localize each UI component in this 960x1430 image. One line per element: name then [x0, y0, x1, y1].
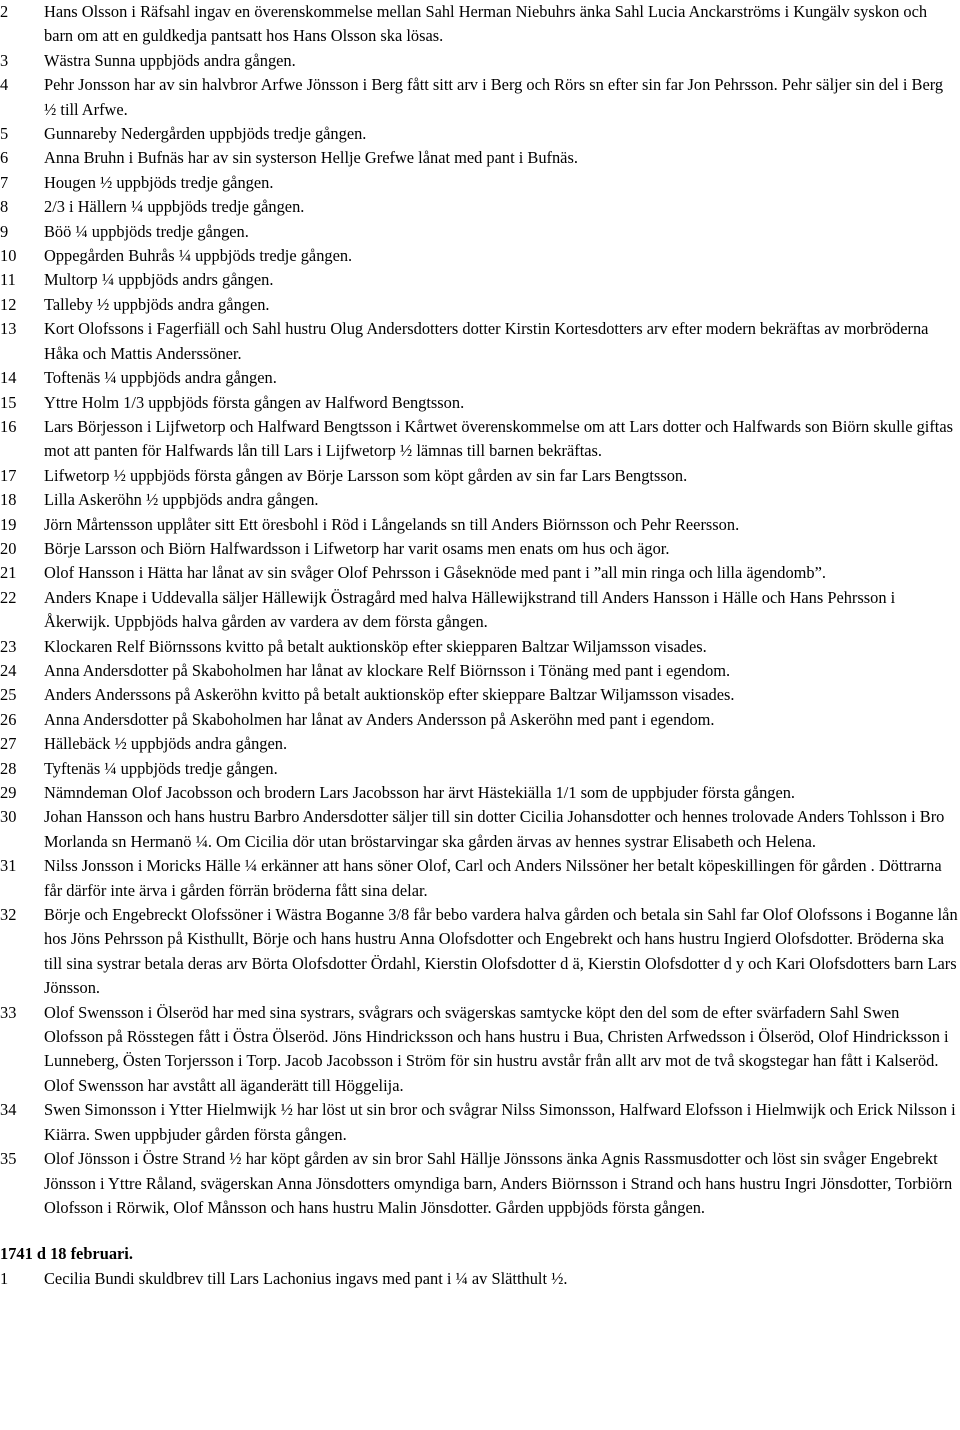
list-item	[0, 537, 960, 561]
date-heading: 1741 d 18 februari.	[0, 1244, 133, 1264]
list-item	[0, 391, 960, 415]
entry-number: 34	[0, 1100, 17, 1120]
entry-number: 28	[0, 758, 17, 778]
entry-number: 24	[0, 660, 17, 680]
entry-text: Cecilia Bundi skuldbrev till Lars Lachonius ingavs med pant i ¼ av Slätthult ½.	[44, 1268, 568, 1288]
entry-text: Anna Bruhn i Bufnäs har av sin systerson Hellje Grefwe lånat med pant i Bufnäs.	[44, 148, 578, 168]
entry-number: 25	[0, 685, 17, 705]
entry-text: Lilla Askeröhn ½ uppbjöds andra gången.	[44, 490, 319, 510]
entry-number: 19	[0, 514, 17, 534]
entry-text: Multorp ¼ uppbjöds andrs gången.	[44, 270, 274, 290]
entry-text: Toftenäs ¼ uppbjöds andra gången.	[44, 368, 277, 388]
entry-number: 27	[0, 734, 17, 754]
entry-text: Olof Hansson i Hätta har lånat av sin svåger Olof Pehrsson i Gåseknöde med pant i ”all min ringa och lilla ägendomb”.	[44, 563, 826, 583]
entry-number: 10	[0, 246, 17, 266]
entry-text: Jörn Mårtensson upplåter sitt Ett öresbohl i Röd i Långelands sn till Anders Biörnsson och Pehr Reersson.	[44, 514, 740, 534]
list-item	[0, 708, 960, 732]
entry-number: 31	[0, 856, 17, 876]
list-item	[0, 146, 960, 170]
entry-text: Anna Andersdotter på Skaboholmen har lånat av klockare Relf Biörnsson i Tönäng med pant i egendom.	[44, 660, 731, 680]
list-item	[0, 488, 960, 512]
entry-text: Gunnareby Nedergården uppbjöds tredje gången.	[44, 124, 367, 144]
entry-text: Oppegården Buhrås ¼ uppbjöds tredje gången.	[44, 246, 353, 266]
entry-text: Nilss Jonsson i Moricks Hälle ¼ erkänner att hans söner Olof, Carl och Anders Nilssöner her betalt köpeskillingen för gården . Döttrarna får därför inte ärva i gården förrän bröderna fått sina delar.	[44, 856, 942, 900]
list-item	[0, 49, 960, 73]
entry-number: 18	[0, 490, 17, 510]
list-item	[0, 1098, 960, 1147]
list-item	[0, 122, 960, 146]
entry-number: 11	[0, 270, 16, 290]
list-item	[0, 732, 960, 756]
entry-text: Hougen ½ uppbjöds tredje gången.	[44, 172, 274, 192]
section-entry-list	[0, 1267, 960, 1291]
entry-number: 23	[0, 636, 17, 656]
entry-text: Hällebäck ½ uppbjöds andra gången.	[44, 734, 288, 754]
entry-text: Börje och Engebreckt Olofssöner i Wästra Boganne 3/8 får bebo vardera halva gården och betala sin Sahl far Olof Olofssons i Boganne lån hos Jöns Pehrsson på Kisthullt, Börje och hans hustru Anna Olofsdotter och Engebrekt och hans hustru Ingierd Olofsdotter. Bröderna ska till sina systrar betala deras arv Börta Olofsdotter Ördahl, Kierstin Olofsdotter d ä, Kierstin Olofsdotter d y och Kari Olofsdotters barn Lars Jönsson.	[44, 905, 958, 998]
list-item	[0, 0, 960, 49]
list-item	[0, 244, 960, 268]
entry-text: Anna Andersdotter på Skaboholmen har lånat av Anders Andersson på Askeröhn med pant i egendom.	[44, 709, 715, 729]
list-item	[0, 854, 960, 903]
list-item	[0, 220, 960, 244]
entry-number: 30	[0, 807, 17, 827]
entry-text: Olof Jönsson i Östre Strand ½ har köpt gården av sin bror Sahl Hällje Jönssons änka Agnis Rassmusdotter och löst sin svåger Engebrekt Jönsson i Yttre Råland, svägerskan Anna Jönsdotters omyndiga barn, Anders Biörnsson i Strand och hans hustru Ingri Jönsdotter, Torbiörn Olofsson i Rörwik, Olof Månsson och hans hustru Malin Jönsdotter. Gården uppbjöds första gången.	[44, 1149, 953, 1217]
entry-text: Lars Börjesson i Lijfwetorp och Halfward Bengtsson i Kårtwet överenskommelse om att Lars dotter och Halfwards son Biörn skulle giftas mot att panten för Halfwards lån till Lars i Lijfwetorp ½ lämnas till barnen bekräftas.	[44, 416, 954, 461]
entry-text: Kort Olofssons i Fagerfiäll och Sahl hustru Olug Andersdotters dotter Kirstin Kortesdotters arv efter modern bekräftas av morbröderna Håka och Mattis Anderssöner.	[44, 319, 929, 363]
list-item	[0, 586, 960, 635]
list-item	[0, 171, 960, 195]
entry-number: 2	[0, 2, 9, 21]
entry-number: 35	[0, 1149, 17, 1169]
entry-number: 8	[0, 197, 9, 217]
entry-text: Anders Anderssons på Askeröhn kvitto på betalt auktionsköp efter skieppare Baltzar Wiljamsson visades.	[44, 685, 735, 705]
list-item	[0, 683, 960, 707]
list-item	[0, 293, 960, 317]
entry-text: Nämndeman Olof Jacobsson och brodern Lars Jacobsson har ärvt Hästekiälla 1/1 som de uppbjuder första gången.	[44, 783, 796, 802]
list-item	[0, 805, 960, 854]
entry-text: Klockaren Relf Biörnssons kvitto på betalt auktionsköp efter skiepparen Baltzar Wiljamsson visades.	[44, 636, 707, 656]
entry-number: 33	[0, 1002, 17, 1022]
list-item	[0, 903, 960, 1001]
entry-text: Johan Hansson och hans hustru Barbro Andersdotter säljer till sin dotter Cicilia Johansdotter och hennes trolovade Anders Tohlsson i Bro Morlanda sn Hermanö ¼. Om Cicilia dör utan bröstarvingar ska gården ärvas av hennes systrar Elisabeth och Helena.	[44, 807, 945, 851]
entry-text: Böö ¼ uppbjöds tredje gången.	[44, 221, 249, 241]
list-item	[0, 561, 960, 585]
list-item	[0, 1267, 960, 1291]
entry-number: 16	[0, 416, 17, 436]
entry-number: 21	[0, 563, 17, 583]
entry-text: Anders Knape i Uddevalla säljer Hällewijk Östragård med halva Hällewijkstrand till Anders Hansson i Hälle och Hans Pehrsson i Åkerwijk. Uppbjöds halva gården av vardera av dem första gången.	[44, 587, 896, 632]
entry-number: 12	[0, 294, 17, 314]
entry-text: Tyftenäs ¼ uppbjöds tredje gången.	[44, 758, 278, 778]
list-item	[0, 195, 960, 219]
entry-text: Hans Olsson i Räfsahl ingav en överenskommelse mellan Sahl Herman Niebuhrs änka Sahl Lucia Anckarströms i Kungälv syskon och barn om att en guldkedja pantsatt hos Hans Olsson ska lösas.	[44, 2, 928, 46]
entry-text: Talleby ½ uppbjöds andra gången.	[44, 294, 270, 314]
entry-text: 2/3 i Hällern ¼ uppbjöds tredje gången.	[44, 197, 305, 217]
entry-number: 1	[0, 1268, 9, 1288]
list-item	[0, 73, 960, 122]
entry-number: 17	[0, 465, 17, 485]
list-item	[0, 366, 960, 390]
entry-number: 6	[0, 148, 9, 168]
entry-text: Yttre Holm 1/3 uppbjöds första gången av Halfword Bengtsson.	[44, 392, 465, 412]
entry-text: Wästra Sunna uppbjöds andra gången.	[44, 50, 296, 70]
list-item	[0, 1001, 960, 1099]
entry-number: 32	[0, 905, 17, 925]
list-item	[0, 659, 960, 683]
list-item	[0, 268, 960, 292]
entry-number: 9	[0, 221, 9, 241]
entry-number: 20	[0, 538, 17, 558]
entry-number: 4	[0, 75, 9, 95]
entry-number: 22	[0, 587, 17, 607]
list-item	[0, 781, 960, 805]
entry-number: 13	[0, 319, 17, 339]
list-item	[0, 317, 960, 366]
entry-number: 26	[0, 709, 17, 729]
entry-number: 15	[0, 392, 17, 412]
entry-number: 29	[0, 783, 17, 802]
entry-text: Börje Larsson och Biörn Halfwardsson i Lifwetorp har varit osams men enats om hus och ägor.	[44, 538, 670, 558]
entry-text: Lifwetorp ½ uppbjöds första gången av Börje Larsson som köpt gården av sin far Lars Bengtsson.	[44, 465, 688, 485]
list-item	[0, 635, 960, 659]
entry-number: 14	[0, 368, 17, 388]
list-item	[0, 464, 960, 488]
entry-number: 5	[0, 124, 9, 144]
list-item	[0, 415, 960, 464]
entry-number: 3	[0, 50, 9, 70]
section-gap	[0, 1220, 960, 1242]
list-item	[0, 1147, 960, 1220]
list-item	[0, 757, 960, 781]
list-item	[0, 513, 960, 537]
entry-text: Pehr Jonsson har av sin halvbror Arfwe Jönsson i Berg fått sitt arv i Berg och Rörs sn efter sin far Jon Pehrsson. Pehr säljer sin del i Berg ½ till Arfwe.	[44, 75, 944, 119]
entry-text: Swen Simonsson i Ytter Hielmwijk ½ har löst ut sin bror och svågrar Nilss Simonsson, Halfward Elofsson i Hielmwijk och Erick Nilsson i Kiärra. Swen uppbjuder gården första gången.	[44, 1100, 956, 1144]
entry-text: Olof Swensson i Ölseröd har med sina systrars, svågrars och svägerskas samtycke köpt den del som de efter svärfadern Sahl Swen Olofsson på Rösstegen fått i Östra Ölseröd. Jöns Hindricksson och hans hustru i Bua, Christen Arfwedsson i Ölseröd, Olof Hindricksson i Lunneberg, Östen Torjersson i Torp. Jacob Jacobsson i Ström för sin hustru avstår från allt arv mot de två skogstegar han fått i Kalseröd. Olof Swensson har avstått all äganderätt till Höggelija.	[44, 1002, 949, 1095]
entry-number: 7	[0, 172, 9, 192]
